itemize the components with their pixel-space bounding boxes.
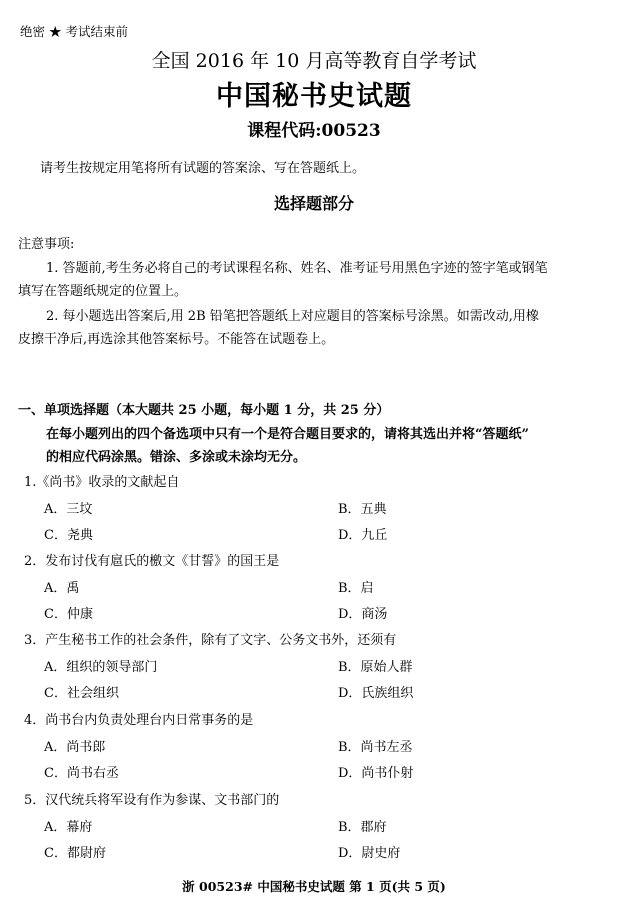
question-option: B．原始人群 (338, 660, 413, 675)
page-footer: 浙 00523# 中国秘书史试题 第 1 页(共 5 页) (182, 879, 446, 894)
question-option: D．尉史府 (338, 846, 401, 861)
question-stem: 3．产生秘书工作的社会条件，除有了文字、公务文书外，还须有 (24, 633, 397, 648)
question-stem: 2．发布讨伐有扈氏的檄文《甘誓》的国王是 (24, 554, 280, 569)
question-option: A．尚书郎 (44, 740, 106, 755)
question-option: C．尧典 (44, 528, 93, 543)
question-option: D．氏族组织 (338, 686, 414, 701)
question-option: D．商汤 (338, 607, 388, 622)
notes-item-1-line-2: 填写在答题纸规定的位置上。 (18, 284, 188, 299)
question-option: C．仲康 (44, 607, 93, 622)
question-option: A．组织的领导部门 (44, 660, 158, 675)
secret-mark: 绝密 ★ 考试结束前 (20, 24, 128, 39)
question-option: C．都尉府 (44, 846, 106, 861)
question-option: B．郡府 (338, 820, 387, 835)
notes-heading: 注意事项: (18, 237, 75, 252)
question-option: B．五典 (338, 502, 387, 517)
question-option: B．尚书左丞 (338, 740, 413, 755)
part1-title: 一、单项选择题（本大题共 25 小题，每小题 1 分，共 25 分） (18, 403, 390, 418)
question-stem: 1.《尚书》收录的文献起自 (24, 475, 180, 490)
notes-item-2-line-1: 2. 每小题选出答案后,用 2B 铅笔把答题纸上对应题目的答案标号涂黑。如需改动,用橡 (46, 309, 539, 324)
course-code: 课程代码:00523 (247, 121, 381, 141)
question-stem: 4．尚书台内负责处理台内日常事务的是 (24, 713, 254, 728)
question-option: B．启 (338, 581, 374, 596)
intro-text: 请考生按规定用笔将所有试题的答案涂、写在答题纸上。 (40, 161, 366, 176)
question-option: C．尚书右丞 (44, 766, 119, 781)
part1-instruction-line-2: 的相应代码涂黑。错涂、多涂或未涂均无分。 (46, 450, 307, 465)
notes-item-2-line-2: 皮擦干净后,再选涂其他答案标号。不能答在试题卷上。 (18, 332, 335, 347)
exam-title: 全国 2016 年 10 月高等教育自学考试 (151, 50, 477, 72)
question-option: A．禹 (44, 581, 80, 596)
section-title: 选择题部分 (273, 194, 354, 213)
question-option: A．三坟 (44, 502, 93, 517)
notes-item-1-line-1: 1. 答题前,考生务必将自己的考试课程名称、姓名、准考证号用黑色字迹的签字笔或钢笔 (46, 261, 548, 276)
paper-title: 中国秘书史试题 (216, 81, 412, 112)
question-option: C．社会组织 (44, 686, 119, 701)
question-option: D．尚书仆射 (338, 766, 414, 781)
question-option: A．幕府 (44, 820, 93, 835)
question-stem: 5．汉代统兵将军设有作为参谋、文书部门的 (24, 793, 280, 808)
part1-instruction-line-1: 在每小题列出的四个备选项中只有一个是符合题目要求的，请将其选出并将“答题纸” (46, 427, 529, 442)
question-option: D．九丘 (338, 528, 388, 543)
